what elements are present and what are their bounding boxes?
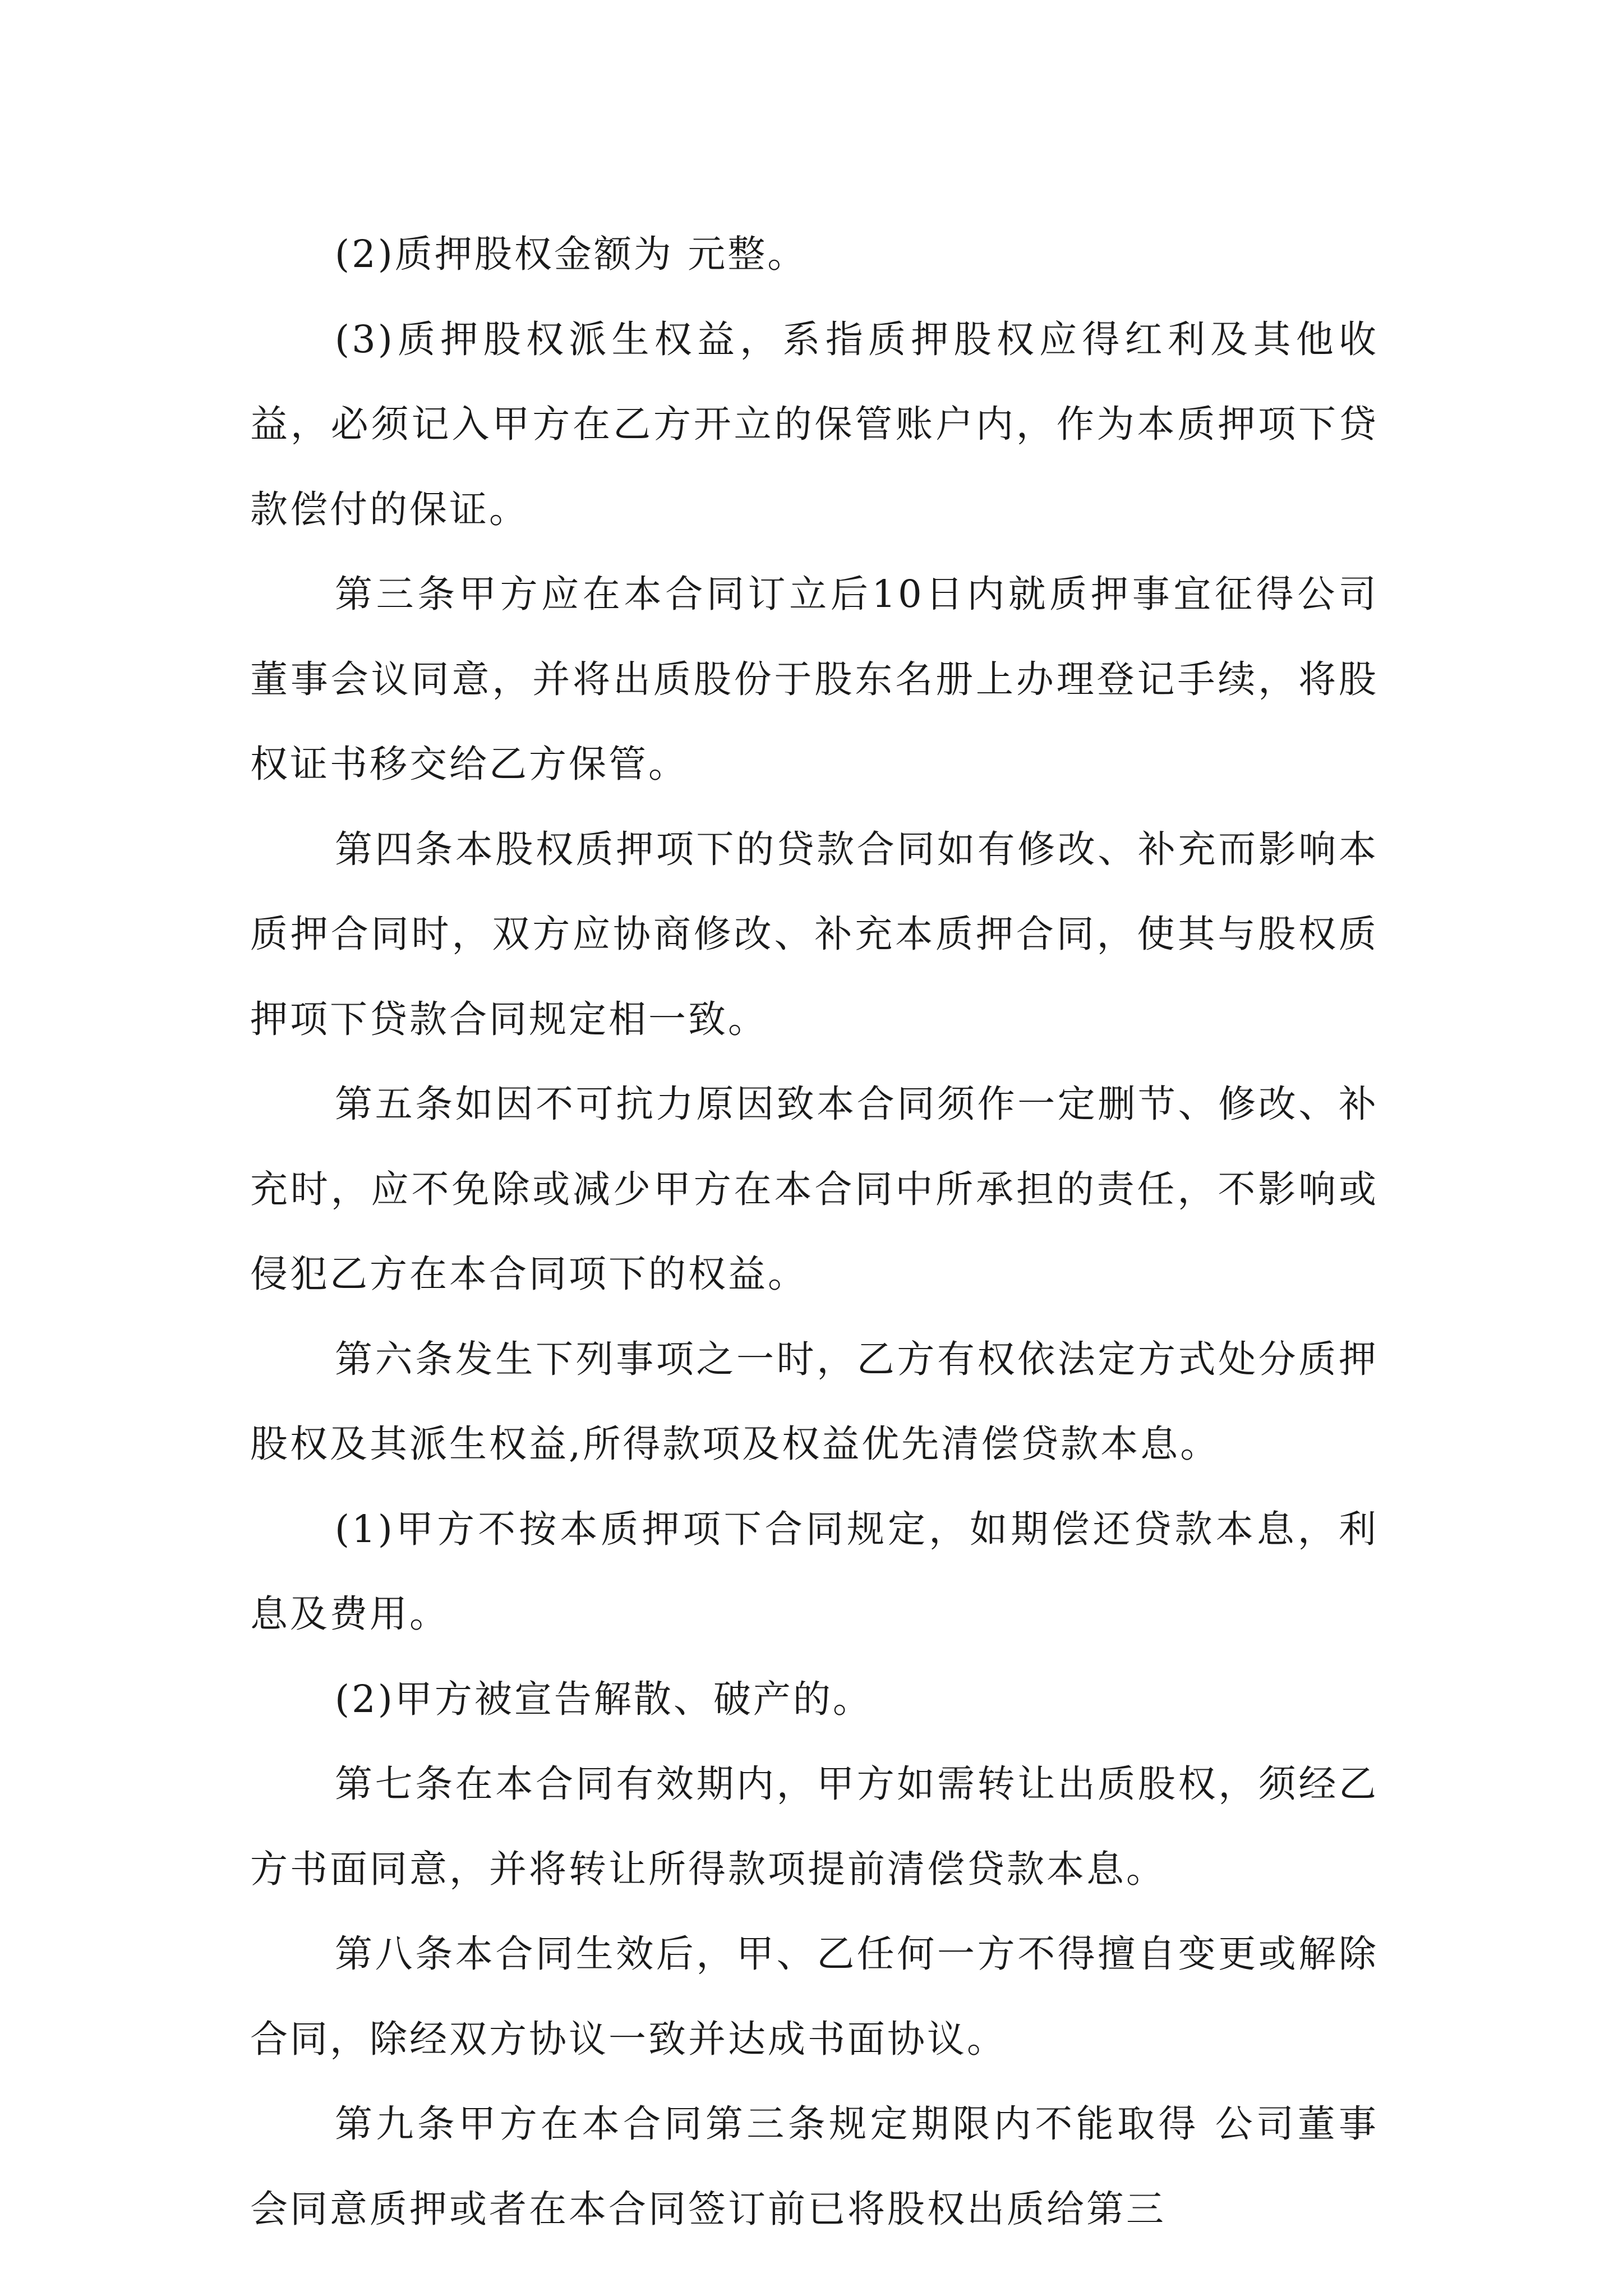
paragraph-article-5: 第五条如因不可抗力原因致本合同须作一定删节、修改、补充时，应不免除或减少甲方在本合同中所承担的责任，不影响或侵犯乙方在本合同项下的权益。 [250,1082,1378,1296]
paragraph-article-8: 第八条本合同生效后，甲、乙任何一方不得擅自变更或解除合同，除经双方协议一致并达成书面协议。 [250,1932,1378,2061]
paragraph-article-6: 第六条发生下列事项之一时，乙方有权依法定方式处分质押股权及其派生权益,所得款项及权益优先清偿贷款本息。 [250,1337,1378,1466]
document-body [250,212,1378,2252]
paragraph-article-9: 第九条甲方在本合同第三条规定期限内不能取得 公司董事会同意质押或者在本合同签订前已将股权出质给第三 [250,2102,1378,2231]
paragraph-article-7: 第七条在本合同有效期内，甲方如需转让出质股权，须经乙方书面同意，并将转让所得款项提前清偿贷款本息。 [250,1762,1378,1891]
paragraph-article-6-item-2: (2)甲方被宣告解散、破产的。 [335,1677,873,1721]
paragraph-clause-2-item-3: (3)质押股权派生权益，系指质押股权应得红利及其他收益，必须记入甲方在乙方开立的保管账户内，作为本质押项下贷款偿付的保证。 [250,317,1378,531]
paragraph-article-3: 第三条甲方应在本合同订立后10日内就质押事宜征得公司董事会议同意，并将出质股份于股东名册上办理登记手续，将股权证书移交给乙方保管。 [250,572,1378,786]
paragraph-clause-2-item-2: (2)质押股权金额为 元整。 [335,232,808,276]
paragraph-article-6-item-1: (1)甲方不按本质押项下合同规定，如期偿还贷款本息，利息及费用。 [250,1507,1378,1636]
paragraph-article-4: 第四条本股权质押项下的贷款合同如有修改、补充而影响本质押合同时，双方应协商修改、补充本质押合同，使其与股权质押项下贷款合同规定相一致。 [250,827,1378,1041]
